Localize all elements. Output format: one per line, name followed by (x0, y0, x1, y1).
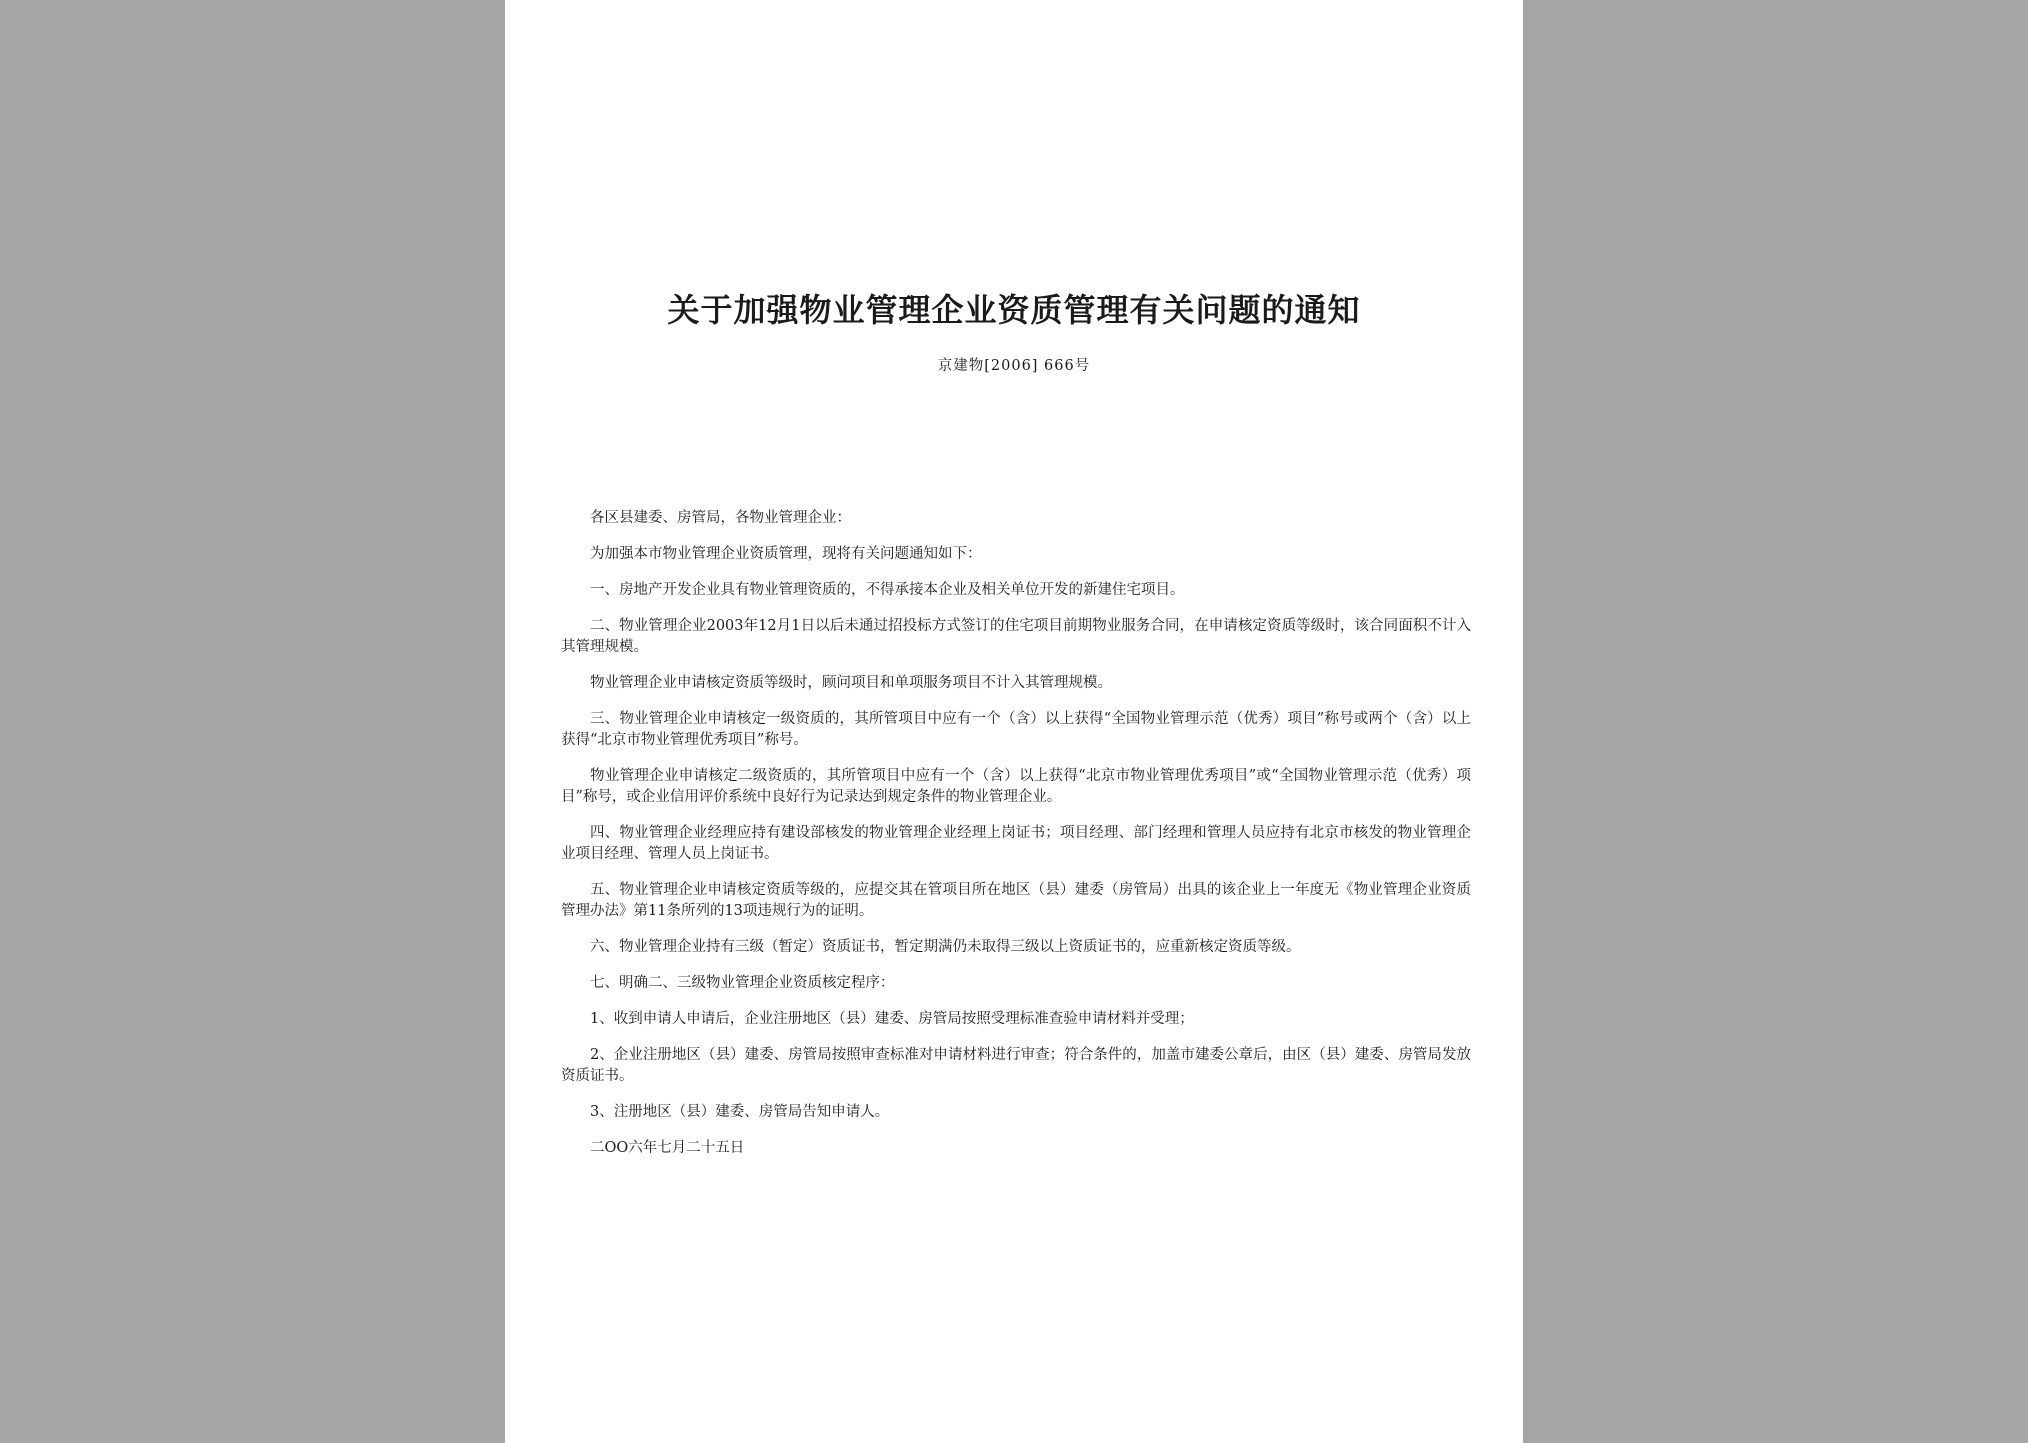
body-paragraph: 物业管理企业申请核定二级资质的，其所管项目中应有一个（含）以上获得“北京市物业管理优秀项目”或“全国物业管理示范（优秀）项目”称号，或企业信用评价系统中良好行为记录达到规定条件的物业管理企业。 (561, 768, 1471, 805)
procedure-step: 1、收到申请人申请后，企业注册地区（县）建委、房管局按照受理标准查验申请材料并受理； (590, 1011, 1194, 1027)
document-body (561, 508, 1471, 1174)
document-date: 二OO六年七月二十五日 (590, 1140, 745, 1156)
procedure-step: 2、企业注册地区（县）建委、房管局按照审查标准对申请材料进行审查；符合条件的，加盖市建委公章后，由区（县）建委、房管局发放资质证书。 (561, 1047, 1471, 1084)
procedure-step: 3、注册地区（县）建委、房管局告知申请人。 (590, 1104, 890, 1120)
intro-paragraph: 为加强本市物业管理企业资质管理，现将有关问题通知如下： (590, 546, 982, 562)
body-paragraph: 五、物业管理企业申请核定资质等级的，应提交其在管项目所在地区（县）建委（房管局）出具的该企业上一年度无《物业管理企业资质管理办法》第11条所列的13项违规行为的证明。 (561, 882, 1471, 919)
body-paragraph: 二、物业管理企业2003年12月1日以后未通过招投标方式签订的住宅项目前期物业服务合同，在申请核定资质等级时，该合同面积不计入其管理规模。 (561, 618, 1471, 655)
body-paragraph: 一、房地产开发企业具有物业管理资质的，不得承接本企业及相关单位开发的新建住宅项目。 (590, 582, 1185, 598)
body-paragraph: 三、物业管理企业申请核定一级资质的，其所管项目中应有一个（含）以上获得“全国物业管理示范（优秀）项目”称号或两个（含）以上获得“北京市物业管理优秀项目”称号。 (561, 711, 1471, 748)
body-paragraph: 物业管理企业申请核定资质等级时，顾问项目和单项服务项目不计入其管理规模。 (590, 675, 1112, 691)
document-page (505, 0, 1523, 1443)
document-title: 关于加强物业管理企业资质管理有关问题的通知 (667, 291, 1361, 329)
document-number: 京建物[2006] 666号 (937, 358, 1091, 374)
salutation: 各区县建委、房管局，各物业管理企业： (590, 510, 851, 526)
body-paragraph: 六、物业管理企业持有三级（暂定）资质证书，暂定期满仍未取得三级以上资质证书的，应重新核定资质等级。 (590, 939, 1301, 955)
body-paragraph: 四、物业管理企业经理应持有建设部核发的物业管理企业经理上岗证书；项目经理、部门经理和管理人员应持有北京市核发的物业管理企业项目经理、管理人员上岗证书。 (561, 825, 1471, 862)
body-paragraph: 七、明确二、三级物业管理企业资质核定程序： (590, 975, 895, 991)
